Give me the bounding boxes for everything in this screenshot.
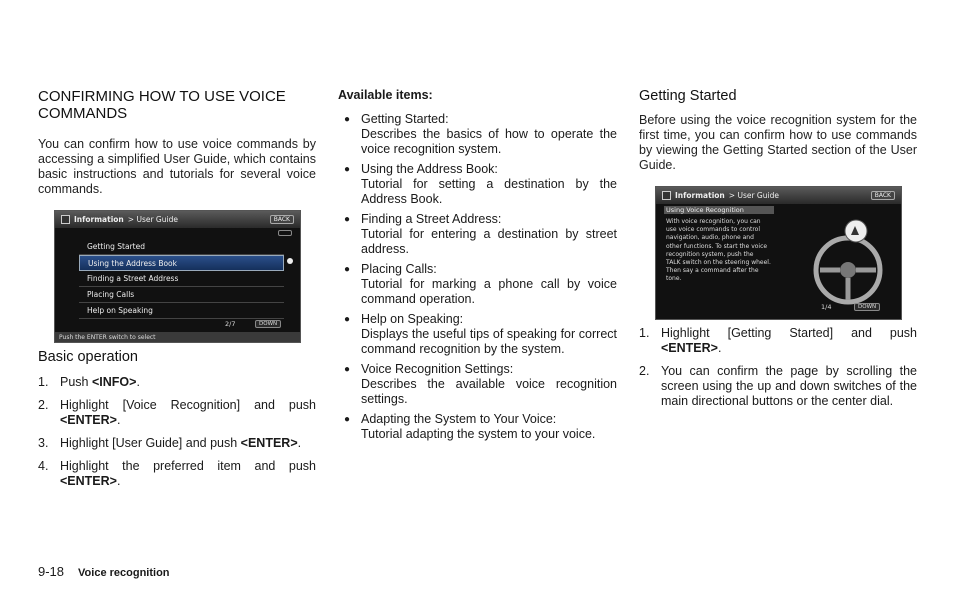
book-icon [61, 215, 70, 224]
basic-operation-steps [38, 375, 316, 489]
down-button[interactable]: DOWN [255, 320, 281, 328]
step-item: 1. Highlight [Getting Started] and push <ENTER>. [639, 326, 917, 355]
screen-section-title: Using Voice Recognition [664, 206, 774, 214]
list-item: ● Voice Recognition Settings: Describes the available voice recognition settings. [338, 362, 617, 407]
page-indicator: 1/4 [821, 303, 832, 311]
screen-footer: Push the ENTER switch to select [55, 332, 300, 342]
screen-breadcrumb: > User Guide [127, 215, 178, 224]
menu-item-placing-calls[interactable]: Placing Calls [79, 287, 284, 303]
getting-started-steps [639, 326, 917, 409]
bullet-icon: ● [344, 164, 351, 175]
page-footer [38, 564, 170, 579]
getting-started-intro: Before using the voice recognition system for the first time, you can confirm how to use commands by viewing the Getting Started section of the User Guide. [639, 113, 917, 172]
back-button[interactable]: BACK [871, 191, 895, 200]
book-icon [662, 191, 671, 200]
list-item: ● Using the Address Book: Tutorial for setting a destination by the Address Book. [338, 162, 617, 207]
menu-item-address-book[interactable]: Using the Address Book [79, 255, 284, 271]
section-heading: CONFIRMING HOW TO USE VOICE COMMANDS [38, 88, 286, 122]
bullet-icon: ● [344, 314, 351, 325]
list-item: ● Finding a Street Address: Tutorial for entering a destination by street address. [338, 212, 617, 257]
screen-body-text: With voice recognition, you can use voice commands to control navigation, audio, phone and other functions. To start the voice recognition system, push the TALK switch on the steering wheel. Then say a command after the tone. [666, 218, 771, 283]
list-item: ● Help on Speaking: Displays the useful tips of speaking for correct command recognition by the system. [338, 312, 617, 357]
scroll-up-icon [278, 230, 292, 236]
left-column [38, 88, 316, 497]
screen-header [656, 187, 901, 204]
list-item: ● Getting Started: Describes the basics of how to operate the voice recognition system. [338, 112, 617, 157]
available-items-list [338, 112, 617, 442]
right-column [639, 88, 917, 417]
step-item: 1. Push <INFO>. [38, 375, 140, 389]
step-item: 2. Highlight [Voice Recognition] and push <ENTER>. [38, 398, 316, 427]
bullet-icon: ● [344, 214, 351, 225]
down-button[interactable]: DOWN [854, 303, 880, 311]
menu-item-street-address[interactable]: Finding a Street Address [79, 271, 284, 287]
screen-title: Information [675, 191, 725, 200]
screen-header [55, 211, 300, 228]
user-guide-menu-screenshot [54, 210, 301, 343]
bullet-icon: ● [344, 414, 351, 425]
getting-started-heading: Getting Started [639, 88, 737, 104]
list-item: ● Adapting the System to Your Voice: Tutorial adapting the system to your voice. [338, 412, 617, 442]
steering-wheel-icon [808, 215, 888, 305]
menu-item-getting-started[interactable]: Getting Started [79, 239, 284, 255]
chapter-name: Voice recognition [78, 567, 170, 579]
step-item: 3. Highlight [User Guide] and push <ENTER>. [38, 436, 302, 450]
bullet-icon: ● [344, 114, 351, 125]
scroll-indicator-icon [287, 258, 293, 264]
page-number: 9-18 [38, 564, 65, 579]
screen-breadcrumb: > User Guide [728, 191, 779, 200]
basic-operation-heading: Basic operation [38, 349, 138, 365]
intro-paragraph: You can confirm how to use voice commands by accessing a simplified User Guide, which contains basic instructions and tutorials for several voice commands. [38, 137, 316, 196]
screen-title: Information [74, 215, 124, 224]
getting-started-screenshot [655, 186, 902, 320]
menu-item-help-speaking[interactable]: Help on Speaking [79, 303, 284, 319]
step-item: 2. You can confirm the page by scrolling the screen using the up and down switches of the main directional buttons or the center dial. [639, 364, 917, 408]
list-item: ● Placing Calls: Tutorial for marking a phone call by voice command operation. [338, 262, 617, 307]
page-indicator: 2/7 [225, 320, 236, 328]
available-items-label: Available items: [338, 88, 433, 102]
step-item: 4. Highlight the preferred item and push <ENTER>. [38, 459, 316, 488]
back-button[interactable]: BACK [270, 215, 294, 224]
middle-column [338, 88, 617, 447]
bullet-icon: ● [344, 364, 351, 375]
bullet-icon: ● [344, 264, 351, 275]
